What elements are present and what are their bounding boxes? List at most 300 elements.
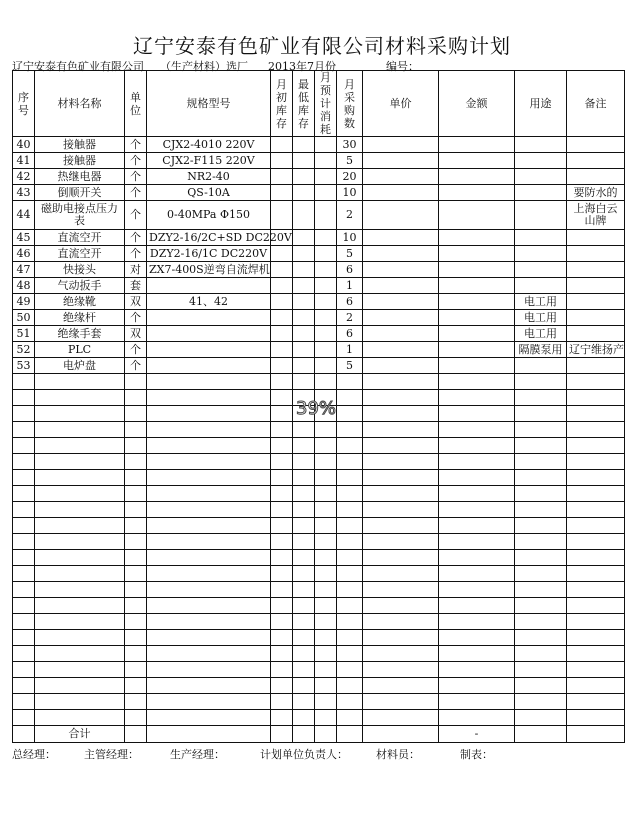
empty-cell (125, 486, 147, 502)
total-label: 合计 (35, 726, 125, 743)
empty-row (13, 374, 625, 390)
empty-cell (35, 438, 125, 454)
empty-cell (293, 374, 315, 390)
table-body (13, 137, 625, 743)
empty-cell (439, 454, 515, 470)
col-header-amount: 金额 (439, 71, 515, 137)
row-remark (567, 310, 625, 326)
empty-cell (337, 678, 363, 694)
total-cell (515, 726, 567, 743)
empty-cell (293, 598, 315, 614)
empty-cell (13, 566, 35, 582)
empty-cell (567, 630, 625, 646)
row-purchase-qty: 10 (337, 185, 363, 201)
empty-cell (35, 374, 125, 390)
row-unit-price (363, 278, 439, 294)
row-unit: 对 (125, 262, 147, 278)
empty-cell (567, 390, 625, 406)
empty-cell (439, 390, 515, 406)
row-unit-price (363, 230, 439, 246)
row-seq: 42 (13, 169, 35, 185)
empty-cell (147, 518, 271, 534)
empty-row (13, 518, 625, 534)
empty-cell (439, 694, 515, 710)
row-name: 快接头 (35, 262, 125, 278)
empty-cell (439, 422, 515, 438)
empty-cell (147, 502, 271, 518)
row-name: 接触器 (35, 153, 125, 169)
empty-cell (13, 678, 35, 694)
row-seq: 45 (13, 230, 35, 246)
empty-cell (363, 422, 439, 438)
row-min-stock (293, 169, 315, 185)
row-name: 热继电器 (35, 169, 125, 185)
row-name: 倒顺开关 (35, 185, 125, 201)
empty-cell (567, 438, 625, 454)
empty-cell (35, 662, 125, 678)
empty-cell (293, 566, 315, 582)
row-purpose (515, 230, 567, 246)
row-amount (439, 294, 515, 310)
empty-cell (271, 374, 293, 390)
empty-cell (515, 454, 567, 470)
row-spec: ZX7-400S逆弯自流焊机 (147, 262, 271, 278)
row-monthly-usage (315, 342, 337, 358)
row-purchase-qty: 2 (337, 310, 363, 326)
empty-cell (13, 598, 35, 614)
row-name: 绝缘杆 (35, 310, 125, 326)
col-header-initial-stock: 月初库存 (271, 71, 293, 137)
row-purpose: 电工用 (515, 326, 567, 342)
col-header-unit-price: 单价 (363, 71, 439, 137)
empty-cell (293, 486, 315, 502)
empty-cell (125, 582, 147, 598)
empty-cell (315, 662, 337, 678)
row-remark (567, 153, 625, 169)
empty-cell (147, 582, 271, 598)
empty-cell (13, 646, 35, 662)
empty-cell (35, 566, 125, 582)
empty-cell (515, 470, 567, 486)
row-seq: 50 (13, 310, 35, 326)
empty-cell (363, 614, 439, 630)
total-cell (13, 726, 35, 743)
empty-cell (293, 550, 315, 566)
empty-cell (125, 646, 147, 662)
total-cell (315, 726, 337, 743)
total-row (13, 726, 625, 743)
row-min-stock (293, 358, 315, 374)
table-header-row (13, 71, 625, 137)
row-purchase-qty: 6 (337, 262, 363, 278)
row-monthly-usage (315, 262, 337, 278)
empty-cell (567, 534, 625, 550)
row-unit: 双 (125, 326, 147, 342)
row-monthly-usage (315, 358, 337, 374)
empty-cell (515, 566, 567, 582)
empty-cell (439, 582, 515, 598)
empty-cell (567, 470, 625, 486)
empty-cell (125, 534, 147, 550)
empty-row (13, 470, 625, 486)
empty-cell (315, 422, 337, 438)
row-spec: CJX2-4010 220V (147, 137, 271, 153)
row-min-stock (293, 246, 315, 262)
empty-cell (567, 454, 625, 470)
empty-cell (515, 406, 567, 422)
empty-cell (147, 390, 271, 406)
empty-cell (337, 374, 363, 390)
row-seq: 46 (13, 246, 35, 262)
empty-cell (515, 614, 567, 630)
empty-cell (315, 374, 337, 390)
row-min-stock (293, 230, 315, 246)
empty-cell (515, 502, 567, 518)
empty-cell (293, 502, 315, 518)
empty-cell (439, 502, 515, 518)
row-monthly-usage (315, 294, 337, 310)
table-row (13, 230, 625, 246)
row-name: 接触器 (35, 137, 125, 153)
empty-cell (363, 550, 439, 566)
empty-cell (567, 582, 625, 598)
total-cell (293, 726, 315, 743)
empty-cell (35, 694, 125, 710)
empty-cell (35, 630, 125, 646)
row-monthly-usage (315, 201, 337, 230)
document-number-label: 编号： (386, 60, 419, 73)
col-header-name: 材料名称 (35, 71, 125, 137)
empty-cell (271, 550, 293, 566)
empty-cell (439, 406, 515, 422)
empty-cell (147, 662, 271, 678)
empty-cell (35, 502, 125, 518)
empty-cell (147, 566, 271, 582)
row-unit: 个 (125, 185, 147, 201)
row-min-stock (293, 342, 315, 358)
empty-row (13, 598, 625, 614)
row-purchase-qty: 1 (337, 278, 363, 294)
row-monthly-usage (315, 169, 337, 185)
row-amount (439, 342, 515, 358)
empty-cell (515, 582, 567, 598)
row-amount (439, 326, 515, 342)
empty-cell (337, 486, 363, 502)
row-monthly-usage (315, 153, 337, 169)
empty-row (13, 486, 625, 502)
col-header-unit: 单位 (125, 71, 147, 137)
empty-cell (293, 454, 315, 470)
empty-cell (515, 646, 567, 662)
row-purpose (515, 358, 567, 374)
row-spec (147, 342, 271, 358)
empty-cell (125, 678, 147, 694)
row-purpose (515, 201, 567, 230)
empty-cell (337, 710, 363, 726)
empty-cell (147, 694, 271, 710)
row-remark (567, 169, 625, 185)
row-unit: 个 (125, 230, 147, 246)
empty-cell (293, 630, 315, 646)
empty-cell (293, 438, 315, 454)
row-spec (147, 310, 271, 326)
empty-cell (337, 502, 363, 518)
row-amount (439, 153, 515, 169)
empty-cell (315, 438, 337, 454)
col-header-spec: 规格型号 (147, 71, 271, 137)
table-row (13, 169, 625, 185)
row-spec (147, 278, 271, 294)
empty-row (13, 582, 625, 598)
row-initial-stock (271, 262, 293, 278)
empty-cell (439, 518, 515, 534)
empty-cell (293, 678, 315, 694)
col-header-monthly-usage: 月预计消耗 (315, 71, 337, 137)
table-row (13, 326, 625, 342)
empty-cell (13, 550, 35, 566)
row-initial-stock (271, 326, 293, 342)
row-seq: 49 (13, 294, 35, 310)
planner-label: 计划单位负责人： (260, 748, 348, 761)
empty-cell (337, 582, 363, 598)
empty-cell (271, 710, 293, 726)
row-min-stock (293, 153, 315, 169)
row-purpose (515, 169, 567, 185)
empty-cell (125, 630, 147, 646)
empty-cell (315, 486, 337, 502)
empty-cell (13, 614, 35, 630)
empty-cell (271, 678, 293, 694)
row-unit: 个 (125, 342, 147, 358)
empty-cell (293, 470, 315, 486)
row-seq: 43 (13, 185, 35, 201)
row-initial-stock (271, 278, 293, 294)
row-remark (567, 358, 625, 374)
empty-cell (125, 374, 147, 390)
row-purpose (515, 153, 567, 169)
row-amount (439, 137, 515, 153)
empty-row (13, 534, 625, 550)
empty-cell (35, 582, 125, 598)
empty-cell (147, 486, 271, 502)
empty-cell (515, 438, 567, 454)
empty-cell (35, 534, 125, 550)
empty-cell (293, 518, 315, 534)
table-row (13, 153, 625, 169)
row-unit: 双 (125, 294, 147, 310)
empty-cell (567, 502, 625, 518)
total-cell (271, 726, 293, 743)
empty-cell (13, 422, 35, 438)
empty-cell (315, 502, 337, 518)
row-name: 电炉盘 (35, 358, 125, 374)
empty-cell (35, 454, 125, 470)
empty-cell (13, 374, 35, 390)
row-remark (567, 230, 625, 246)
empty-cell (439, 710, 515, 726)
row-purpose (515, 185, 567, 201)
empty-row (13, 438, 625, 454)
empty-row (13, 550, 625, 566)
empty-cell (363, 454, 439, 470)
row-remark (567, 262, 625, 278)
empty-cell (13, 582, 35, 598)
col-header-purpose: 用途 (515, 71, 567, 137)
empty-cell (271, 422, 293, 438)
row-remark: 要防水的 (567, 185, 625, 201)
table-row (13, 294, 625, 310)
row-initial-stock (271, 310, 293, 326)
empty-cell (439, 630, 515, 646)
row-name: PLC (35, 342, 125, 358)
empty-cell (337, 406, 363, 422)
preparer-label: 制表： (460, 748, 493, 761)
table-row (13, 278, 625, 294)
row-seq: 40 (13, 137, 35, 153)
row-unit-price (363, 262, 439, 278)
empty-cell (13, 534, 35, 550)
empty-cell (271, 646, 293, 662)
row-amount (439, 230, 515, 246)
empty-cell (35, 550, 125, 566)
row-unit-price (363, 310, 439, 326)
row-unit-price (363, 185, 439, 201)
empty-cell (35, 518, 125, 534)
empty-cell (515, 694, 567, 710)
empty-cell (315, 470, 337, 486)
empty-cell (271, 470, 293, 486)
table-row (13, 201, 625, 230)
empty-cell (363, 470, 439, 486)
empty-cell (271, 694, 293, 710)
row-remark (567, 278, 625, 294)
empty-cell (337, 518, 363, 534)
empty-cell (13, 406, 35, 422)
empty-cell (439, 678, 515, 694)
empty-cell (567, 710, 625, 726)
row-seq: 52 (13, 342, 35, 358)
row-remark (567, 246, 625, 262)
empty-cell (125, 390, 147, 406)
empty-cell (13, 486, 35, 502)
empty-cell (147, 678, 271, 694)
empty-row (13, 422, 625, 438)
empty-cell (147, 534, 271, 550)
empty-cell (439, 470, 515, 486)
empty-cell (337, 438, 363, 454)
empty-cell (147, 710, 271, 726)
empty-cell (515, 662, 567, 678)
empty-cell (147, 630, 271, 646)
empty-cell (35, 406, 125, 422)
page-title: 辽宁安泰有色矿业有限公司材料采购计划 (133, 34, 511, 58)
empty-cell (337, 630, 363, 646)
empty-cell (147, 550, 271, 566)
empty-cell (567, 518, 625, 534)
row-unit-price (363, 326, 439, 342)
empty-cell (13, 438, 35, 454)
empty-cell (125, 694, 147, 710)
empty-cell (13, 630, 35, 646)
empty-cell (439, 374, 515, 390)
row-purpose: 电工用 (515, 310, 567, 326)
row-amount (439, 169, 515, 185)
empty-cell (567, 662, 625, 678)
empty-cell (315, 678, 337, 694)
row-initial-stock (271, 358, 293, 374)
table-row (13, 358, 625, 374)
empty-cell (125, 518, 147, 534)
row-purpose: 隔膜泵用 (515, 342, 567, 358)
row-initial-stock (271, 246, 293, 262)
empty-cell (35, 470, 125, 486)
row-name: 磁助电接点压力表 (35, 201, 125, 230)
empty-cell (439, 486, 515, 502)
empty-cell (271, 486, 293, 502)
table-row (13, 310, 625, 326)
empty-cell (271, 518, 293, 534)
empty-cell (363, 534, 439, 550)
empty-cell (567, 694, 625, 710)
empty-cell (337, 422, 363, 438)
empty-cell (125, 406, 147, 422)
empty-cell (363, 566, 439, 582)
empty-cell (515, 422, 567, 438)
row-purpose (515, 137, 567, 153)
row-amount (439, 278, 515, 294)
empty-cell (125, 438, 147, 454)
row-unit: 个 (125, 358, 147, 374)
empty-cell (147, 646, 271, 662)
row-unit-price (363, 201, 439, 230)
empty-cell (35, 614, 125, 630)
row-purpose (515, 262, 567, 278)
empty-cell (35, 390, 125, 406)
empty-cell (337, 566, 363, 582)
empty-cell (363, 374, 439, 390)
row-spec (147, 326, 271, 342)
row-monthly-usage (315, 310, 337, 326)
empty-cell (35, 598, 125, 614)
row-unit-price (363, 358, 439, 374)
row-spec: 0-40MPa Φ150 (147, 201, 271, 230)
empty-cell (363, 694, 439, 710)
row-purchase-qty: 1 (337, 342, 363, 358)
row-spec: DZY2-16/1C DC220V (147, 246, 271, 262)
empty-cell (515, 374, 567, 390)
empty-cell (515, 598, 567, 614)
empty-cell (293, 646, 315, 662)
empty-cell (271, 390, 293, 406)
empty-cell (567, 486, 625, 502)
row-amount (439, 185, 515, 201)
empty-cell (293, 694, 315, 710)
row-spec: CJX2-F115 220V (147, 153, 271, 169)
empty-cell (515, 518, 567, 534)
row-spec: DZY2-16/2C+SD DC220V (147, 230, 271, 246)
empty-row (13, 566, 625, 582)
empty-cell (439, 614, 515, 630)
row-purpose (515, 278, 567, 294)
empty-cell (315, 550, 337, 566)
empty-cell (13, 470, 35, 486)
table-row (13, 342, 625, 358)
empty-cell (271, 438, 293, 454)
empty-cell (363, 598, 439, 614)
row-amount (439, 358, 515, 374)
row-initial-stock (271, 169, 293, 185)
empty-cell (363, 678, 439, 694)
